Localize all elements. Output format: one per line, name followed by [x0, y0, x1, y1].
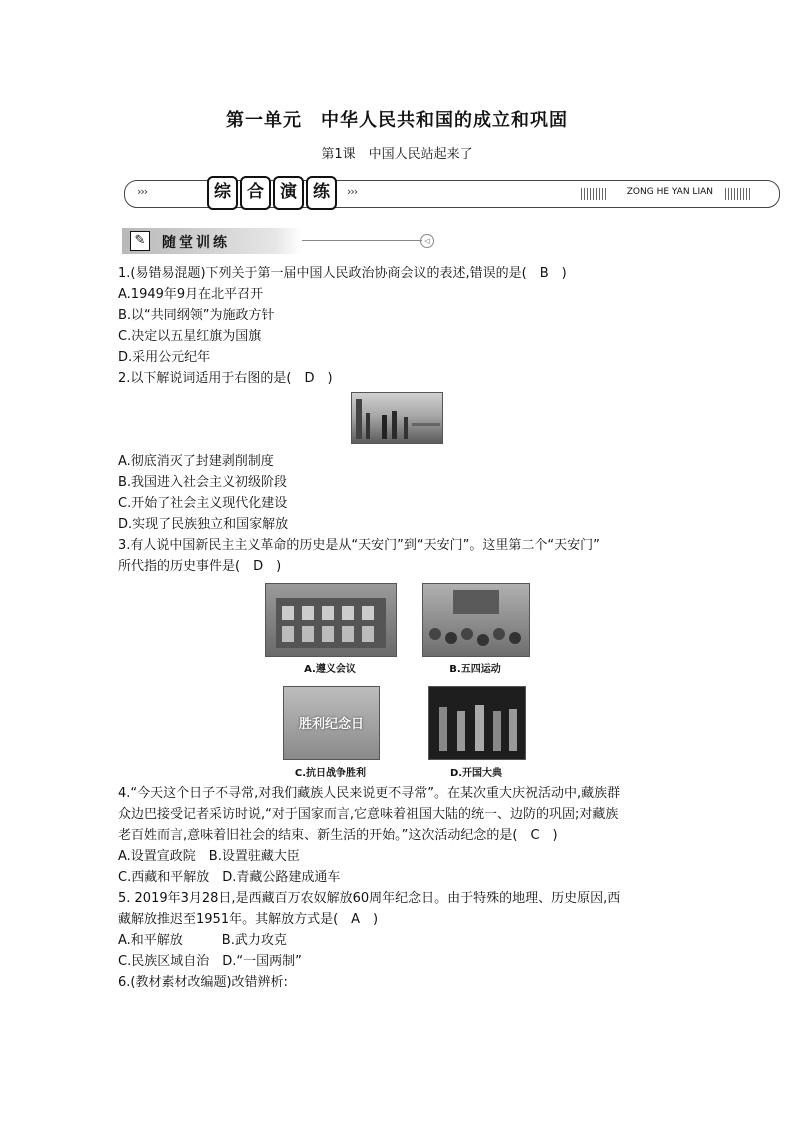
q3-caption-d: D.开国大典 [449, 768, 503, 779]
q4-options-row2: C.西藏和平解放 D.青藏公路建成通车 [118, 870, 341, 885]
q3-photo-b [422, 583, 530, 657]
section-end-icon: ◁ [420, 234, 434, 248]
q3-caption-c: C.抗日战争胜利 [294, 768, 367, 779]
section-divider [302, 240, 422, 241]
q1-option-a: A.1949年9月在北平召开 [118, 287, 264, 302]
q2-photo [351, 392, 443, 444]
q3-stem-line1: 3.有人说中国新民主主义革命的历史是从“天安门”到“天安门”。这里第二个“天安门” [118, 538, 600, 553]
q3-photo-a [265, 583, 397, 657]
q1-stem: 1.(易错易混题)下列关于第一届中国人民政治协商会议的表述,错误的是( B ) [118, 266, 567, 281]
practice-banner [124, 180, 780, 208]
banner-english: ZONG HE YAN LIAN [626, 187, 713, 197]
hatch-left-decoration [581, 188, 607, 200]
q6-stem: 6.(教材素材改编题)改错辨析: [118, 975, 288, 990]
q4-stem-line1: 4.“今天这个日子不寻常,对我们藏族人民来说更不寻常”。在某次重大庆祝活动中,藏族群 [118, 786, 621, 801]
q3-photo-d [428, 686, 526, 760]
section-header [122, 228, 302, 254]
q4-options-row1: A.设置宣政院 B.设置驻藏大臣 [118, 849, 300, 864]
section-label: 随堂训练 [162, 235, 230, 251]
banner-heading-char: 合 [240, 176, 271, 210]
q5-options-row1: A.和平解放 B.武力攻克 [118, 933, 287, 948]
q4-stem-line2: 众边巴接受记者采访时说,“对于国家而言,它意味着祖国大陆的统一、边防的巩固;对藏族 [118, 807, 619, 822]
q2-option-b: B.我国进入社会主义初级阶段 [118, 475, 288, 490]
arrows-mid-icon: ››› [347, 185, 358, 198]
q4-stem-line3: 老百姓而言,意味着旧社会的结束、新生活的开始。”这次活动纪念的是( C ) [118, 828, 558, 843]
q3-photo-c-text: 胜利纪念日 [298, 717, 364, 732]
hatch-right-decoration [725, 188, 751, 200]
q3-caption-a: A.遵义会议 [304, 664, 356, 675]
pencil-note-icon: ✎ [130, 231, 150, 251]
q1-option-d: D.采用公元纪年 [118, 350, 211, 365]
q2-option-c: C.开始了社会主义现代化建设 [118, 496, 288, 511]
lesson-title: 第1课 中国人民站起来了 [321, 147, 473, 162]
banner-heading-char: 综 [207, 176, 238, 210]
q5-stem-line2: 藏解放推迟至1951年。其解放方式是( A ) [118, 912, 379, 927]
unit-title: 第一单元 中华人民共和国的成立和巩固 [226, 110, 568, 131]
banner-heading-char: 演 [273, 176, 304, 210]
banner-heading [207, 176, 337, 208]
q5-stem-line1: 5. 2019年3月28日,是西藏百万农奴解放60周年纪念日。由于特殊的地理、历史原因,西 [118, 891, 621, 906]
banner-heading-char: 练 [306, 176, 337, 210]
q1-option-c: C.决定以五星红旗为国旗 [118, 329, 262, 344]
q2-option-d: D.实现了民族独立和国家解放 [118, 517, 289, 532]
q1-option-b: B.以“共同纲领”为施政方针 [118, 308, 275, 323]
q3-caption-b: B.五四运动 [449, 664, 501, 675]
q2-option-a: A.彻底消灭了封建剥削制度 [118, 454, 274, 469]
q3-stem-line2: 所代指的历史事件是( D ) [118, 559, 282, 574]
q3-photo-c [283, 686, 380, 760]
arrows-left-icon: ››› [137, 185, 148, 198]
q2-stem: 2.以下解说词适用于右图的是( D ) [118, 371, 333, 386]
q5-options-row2: C.民族区域自治 D.“一国两制” [118, 954, 302, 969]
